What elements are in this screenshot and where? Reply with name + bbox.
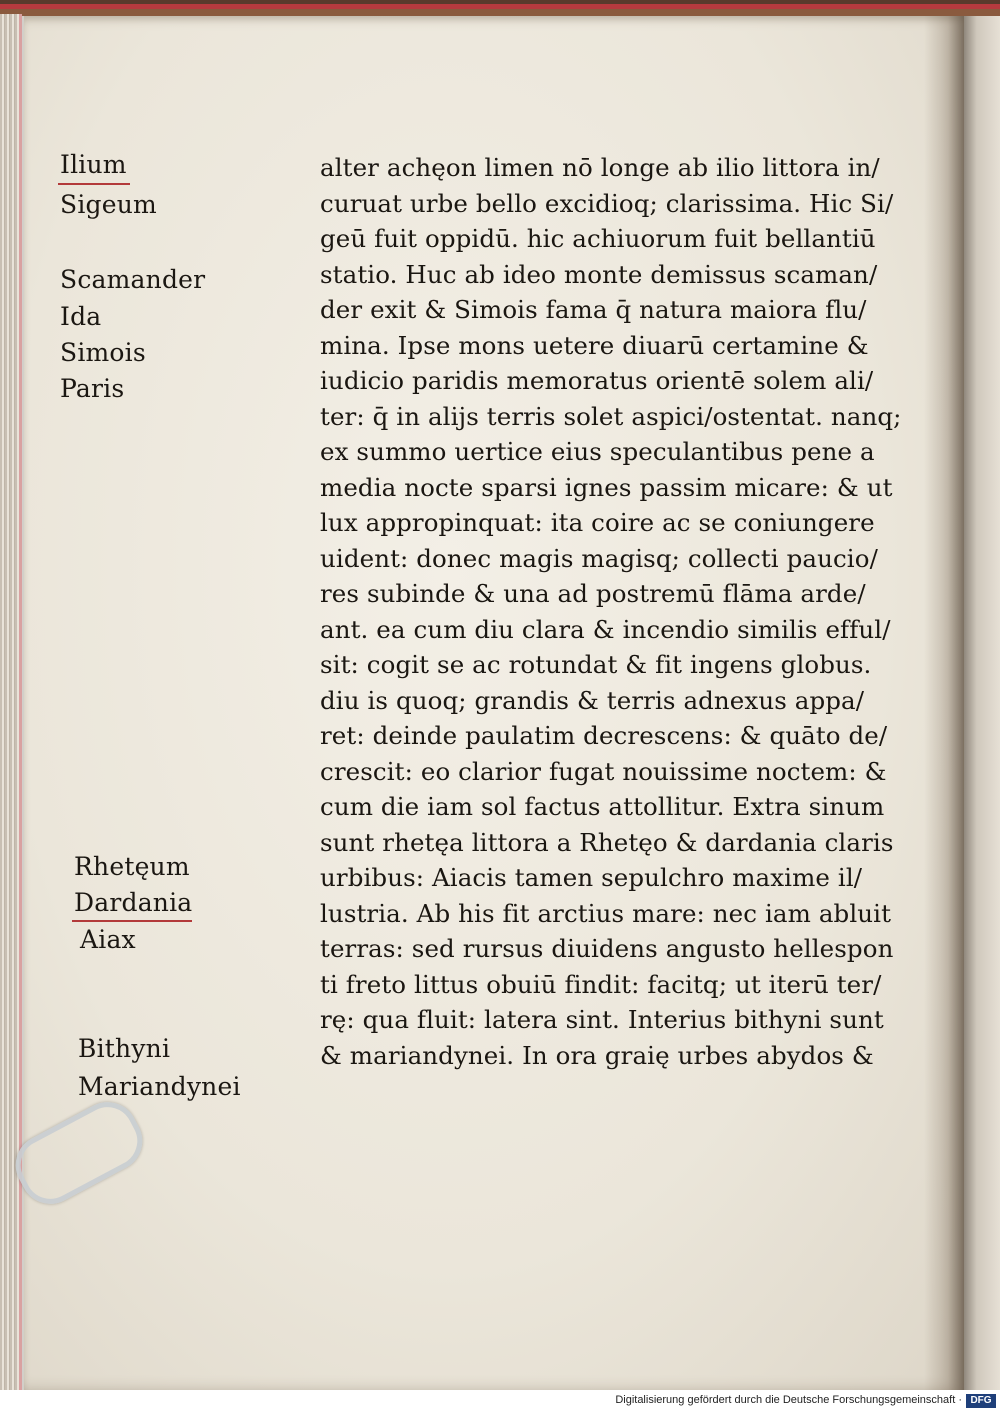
text-line: lux appropinquat: ita coire ac se coniungere <box>320 508 875 537</box>
page-gutter-shadow <box>924 16 964 1390</box>
margin-word-scamander: Scamander <box>60 265 206 294</box>
rubric-underline <box>58 183 130 185</box>
text-line: iudicio paridis memoratus orientē solem ali/ <box>320 366 874 395</box>
margin-word-rheteum: Rhetęum <box>74 852 190 881</box>
text-line: & mariandynei. In ora graię urbes abydos & <box>320 1040 874 1070</box>
margin-word-ida: Ida <box>60 302 102 331</box>
text-line: media nocte sparsi ignes passim micare: & ut <box>320 472 893 502</box>
paper-clip-icon <box>5 1092 153 1215</box>
margin-word-paris: Paris <box>60 374 125 403</box>
margin-word-dardania: Dardania <box>74 888 193 917</box>
margin-word-ilium: Ilium <box>60 150 127 179</box>
footer-strip <box>0 1390 1000 1413</box>
dfg-logo: DFG <box>966 1394 996 1408</box>
text-line: ter: q̄ in alijs terris solet aspici/ostentat. nanq; <box>320 401 902 431</box>
text-line: diu is quoq; grandis & terris adnexus appa/ <box>320 685 865 715</box>
text-line: mina. Ipse mons uetere diuarū certamine & <box>320 330 869 360</box>
text-line: sit: cogit se ac rotundat & fit ingens globus. <box>320 650 872 679</box>
text-line: ex summo uertice eius speculantibus pene a <box>320 437 875 466</box>
text-line: rę: qua fluit: latera sint. Interius bithyni sunt <box>320 1005 884 1034</box>
text-line: res subinde & una ad postremū flāma arde/ <box>320 579 866 608</box>
text-line: alter achęon limen nō longe ab ilio littora in/ <box>320 153 880 182</box>
text-line: curuat urbe bello excidioq; clarissima. Hic Si/ <box>320 188 894 218</box>
margin-word-sigeum: Sigeum <box>60 190 157 219</box>
text-line: statio. Huc ab ideo monte demissus scaman/ <box>320 259 878 289</box>
text-line: terras: sed rursus diuidens angusto hellespon <box>320 934 894 963</box>
funding-credit: Digitalisierung gefördert durch die Deutsche Forschungsgemeinschaft · <box>615 1394 962 1406</box>
margin-word-aiax: Aiax <box>80 925 136 954</box>
text-line: ret: deinde paulatim decrescens: & quāto de/ <box>320 721 888 750</box>
facing-page-edge <box>964 16 1000 1390</box>
margin-word-mariandynei: Mariandynei <box>78 1072 241 1101</box>
show-through <box>194 186 202 216</box>
margin-word-simois: Simois <box>60 338 146 367</box>
text-line: crescit: eo clarior fugat nouissime noctem: & <box>320 756 887 786</box>
text-line: der exit & Simois fama q̄ natura maiora flu/ <box>320 295 867 324</box>
book-cover-edge <box>0 0 1000 16</box>
margin-word-bithyni: Bithyni <box>78 1034 171 1063</box>
text-line: urbibus: Aiacis tamen sepulchro maxime il/ <box>320 863 863 892</box>
body-text <box>320 150 902 1073</box>
text-line: ant. ea cum diu clara & incendio similis efful/ <box>320 614 891 644</box>
text-line: cum die iam sol factus attollitur. Extra sinum <box>320 792 885 821</box>
text-line: lustria. Ab his fit arctius mare: nec iam abluit <box>320 898 892 928</box>
rubric-underline <box>72 920 192 922</box>
text-line: uident: donec magis magisq; collecti paucio/ <box>320 543 878 573</box>
text-line: geū fuit oppidū. hic achiuorum fuit bellantiū <box>320 224 876 253</box>
text-line: ti freto littus obuiū findit: facitq; ut iterū ter/ <box>320 969 882 999</box>
left-page-stack <box>0 14 22 1394</box>
text-line: sunt rhetęa littora a Rhetęo & dardania claris <box>320 827 894 857</box>
